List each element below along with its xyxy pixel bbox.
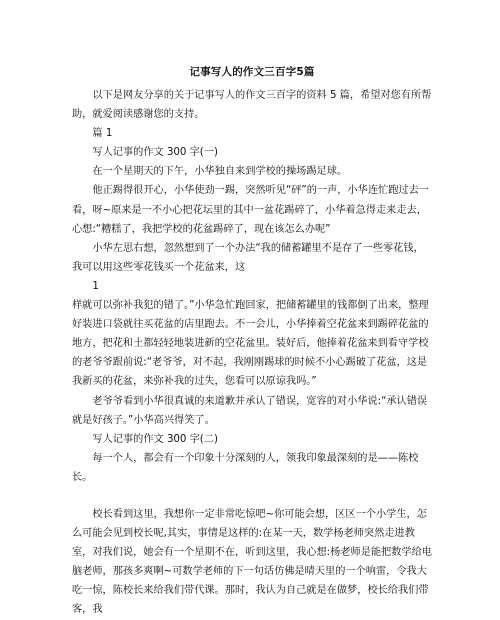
- body-paragraph: 在一个星期天的下午，小华独自来到学校的操场踢足球。: [92, 166, 348, 178]
- intro-paragraph: 以下是网友分享的关于记事写人的作文三百字的资料 5 篇，希望对您有所帮助，就爱阅读感谢您的支持。: [72, 90, 432, 121]
- section-label: 篇 1: [92, 128, 113, 140]
- page-number: 1: [92, 280, 99, 292]
- essay-heading-1: 写人记事的作文 300 字(一): [92, 147, 218, 159]
- body-paragraph: 样就可以弥补我犯的错了。”小华急忙跑回家，把储蓄罐里的钱都倒了出来，整理好装进口袋就往买花盆的店里跑去。不一会儿，小华捧着空花盆来到踢碎花盆的地方，把花和土都轻轻地装进新的空花盆里。装好后，他捧着花盆来到看守学校的老爷爷跟前说:“老爷爷，对不起，我刚刚踢球的时候不小心踢破了花盆，这是我新买的花盆，来弥补我的过失，您看可以原谅我吗。”: [72, 300, 429, 388]
- body-paragraph: 校长看到这里，我想你一定非常吃惊吧~你可能会想，区区一个小学生，怎么可能会见到校长呢,其实，事情是这样的:在某一天，数学杨老师突然走进教室，对我们说，她会有一个星期不在，听到这里，我心想:杨老师是能把数学给电脑老师，那孩多爽啊~可数学老师的下一句话仿佛是晴天里的一个响雷，令我大吃一惊，陈校长来给我们带代课。那时，我认为自己就是在做梦，校长给我们带客，我: [72, 508, 432, 616]
- document-title: 记事写人的作文三百字5篇: [189, 66, 315, 78]
- essay-heading-2: 写人记事的作文 300 字(二): [92, 433, 218, 445]
- paragraph-gap: [72, 487, 432, 505]
- body-paragraph: 小华左思右想，忽然想到了一个办法“我的储蓄罐里不是存了一些零花钱，我可以用这些零花钱买一个花盆来，这: [72, 242, 424, 273]
- body-paragraph: 他正踢得很开心，小华使劲一踢，突然听见“砰”的一声，小华连忙跑过去一看，呀~原来是一不小心把花坛里的其中一盆花踢碎了，小华着急得走来走去，心想:“糟糕了，我把学校的花盆踢碎了，现在该怎么办呢”: [72, 185, 429, 235]
- body-paragraph: 每一个人，都会有一个印象十分深刻的人，领我印象最深刻的是——陈校长。: [72, 452, 419, 483]
- body-paragraph: 老爷爷看到小华很真诚的来道歉并承认了错误，宽容的对小华说:“承认错误就是好孩子。”小华高兴得笑了。: [72, 395, 428, 426]
